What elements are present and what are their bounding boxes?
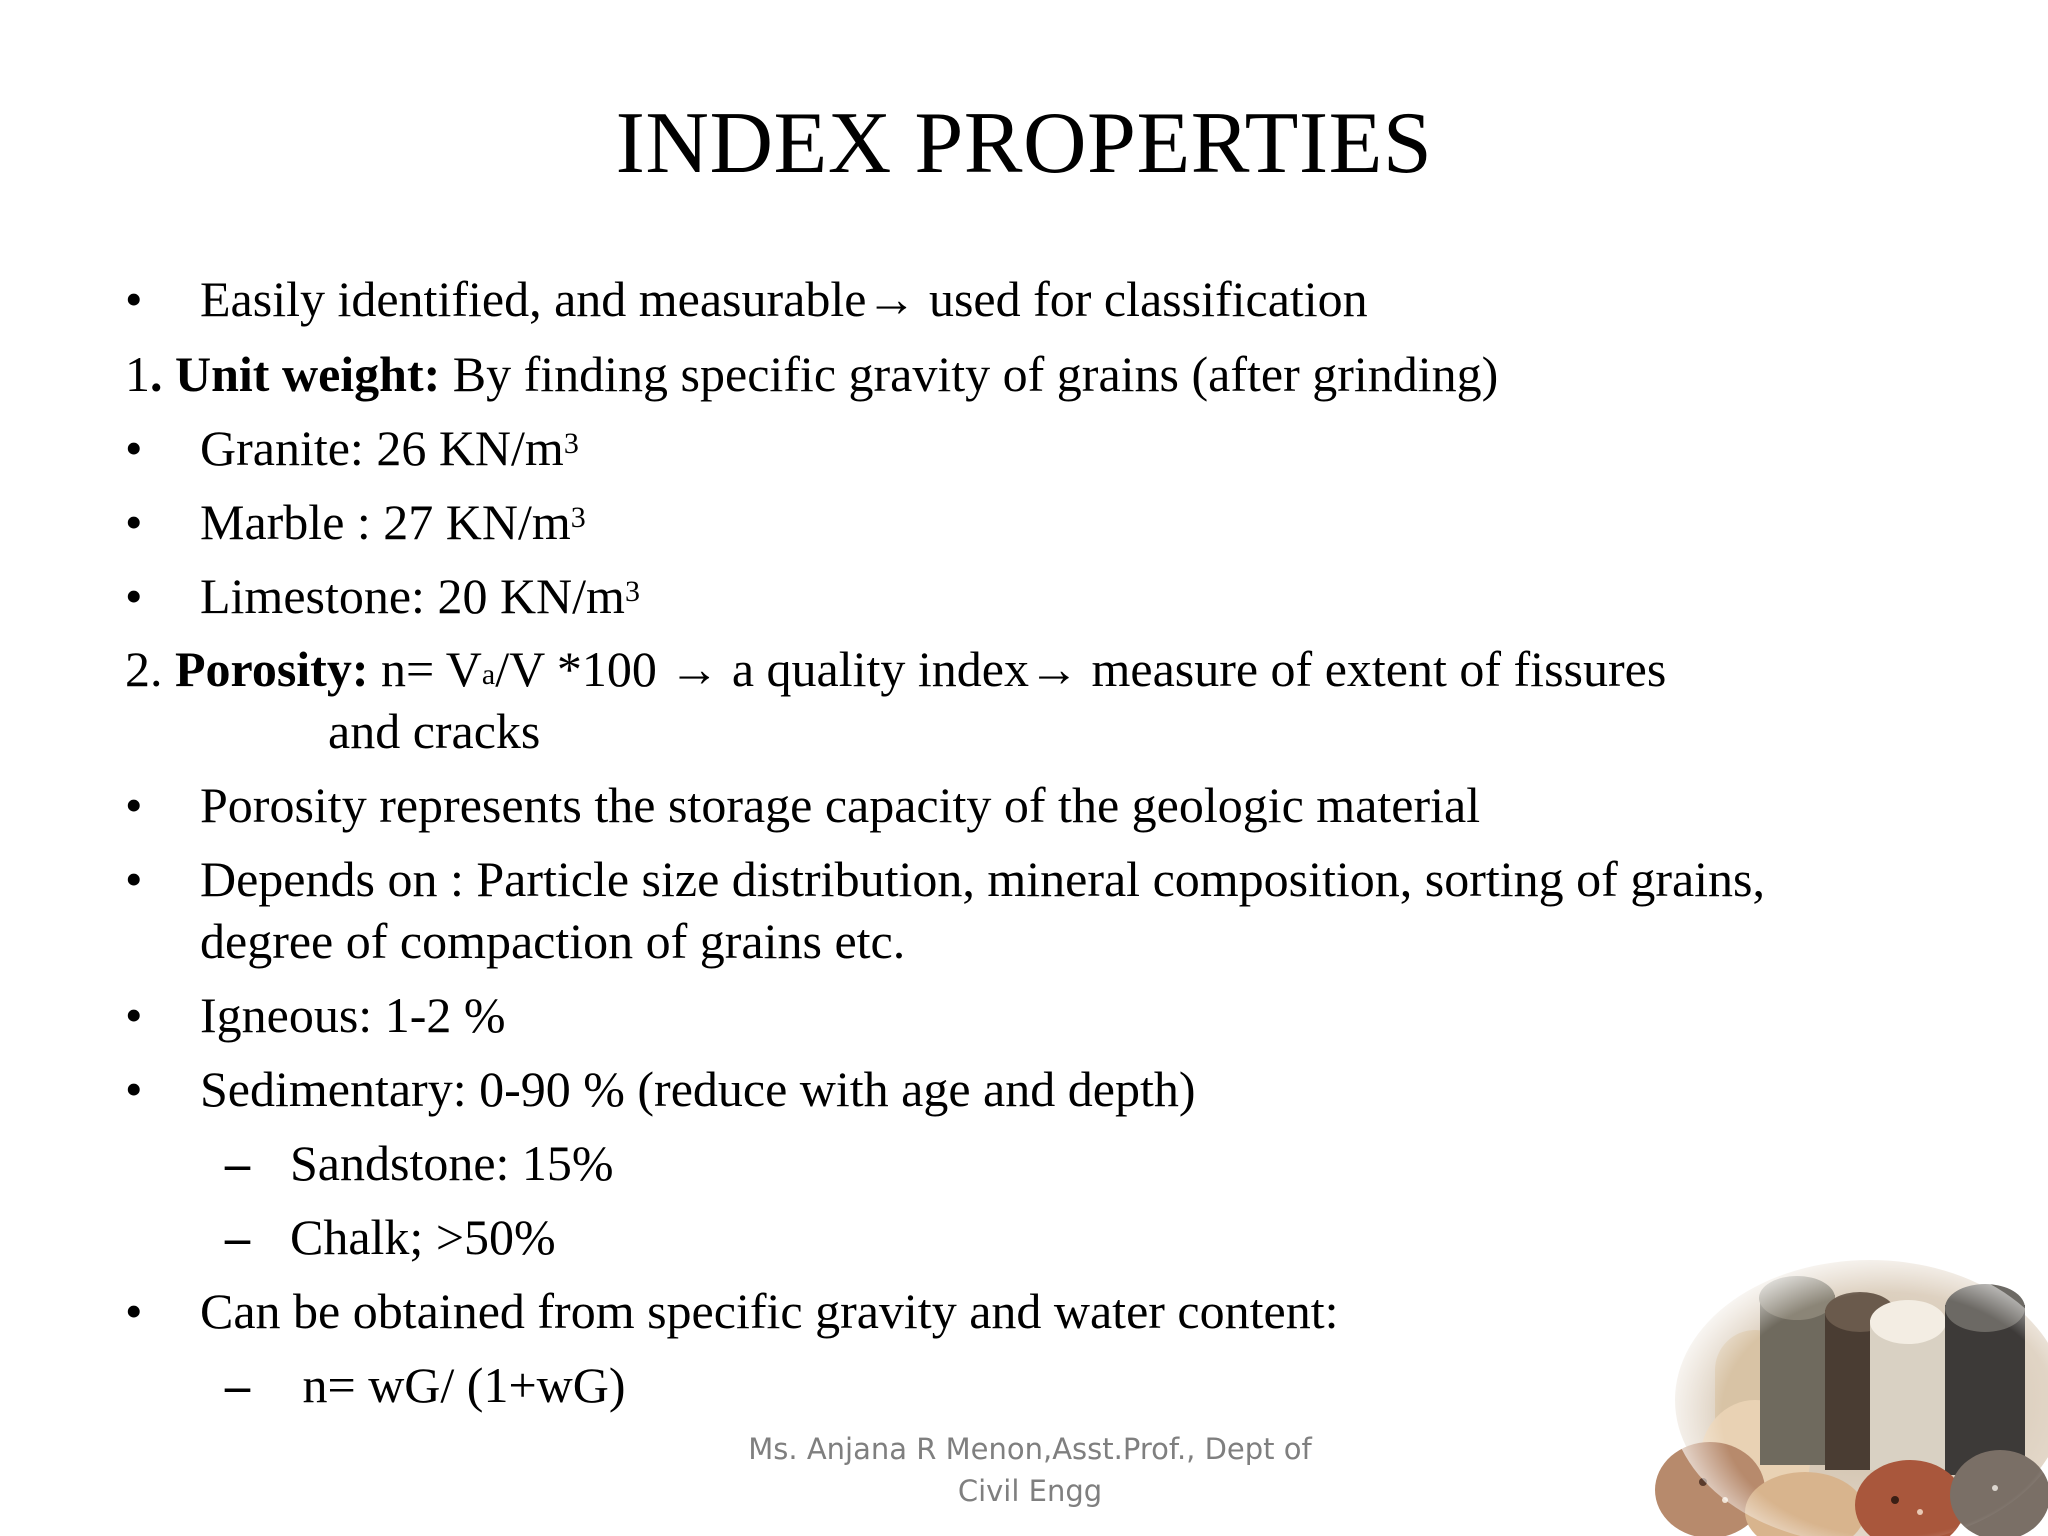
bullet-depends-on-continued: degree of compaction of grains etc. — [200, 913, 906, 969]
porosity-heading: 2. Porosity: $n= V_a/V$ *100 → a quality index→ measure of extent of fissures — [125, 641, 1667, 697]
footer-line-2: Civil Engg — [957, 1474, 1103, 1508]
arrow-icon: → — [669, 641, 720, 697]
footer-credit — [700, 1428, 1360, 1512]
unit-weight-heading: 1. Unit weight: By finding specific gravity of grains (after grinding) — [125, 346, 1499, 402]
rock-samples-image — [1655, 1250, 2048, 1536]
footer-line-1: Ms. Anjana R Menon,Asst.Prof., Dept of — [748, 1432, 1312, 1466]
porosity-heading-continued: and cracks — [328, 703, 541, 759]
page-title: INDEX PROPERTIES — [615, 95, 1433, 192]
arrow-icon: → — [1028, 641, 1079, 697]
arrow-icon: → — [866, 271, 917, 327]
